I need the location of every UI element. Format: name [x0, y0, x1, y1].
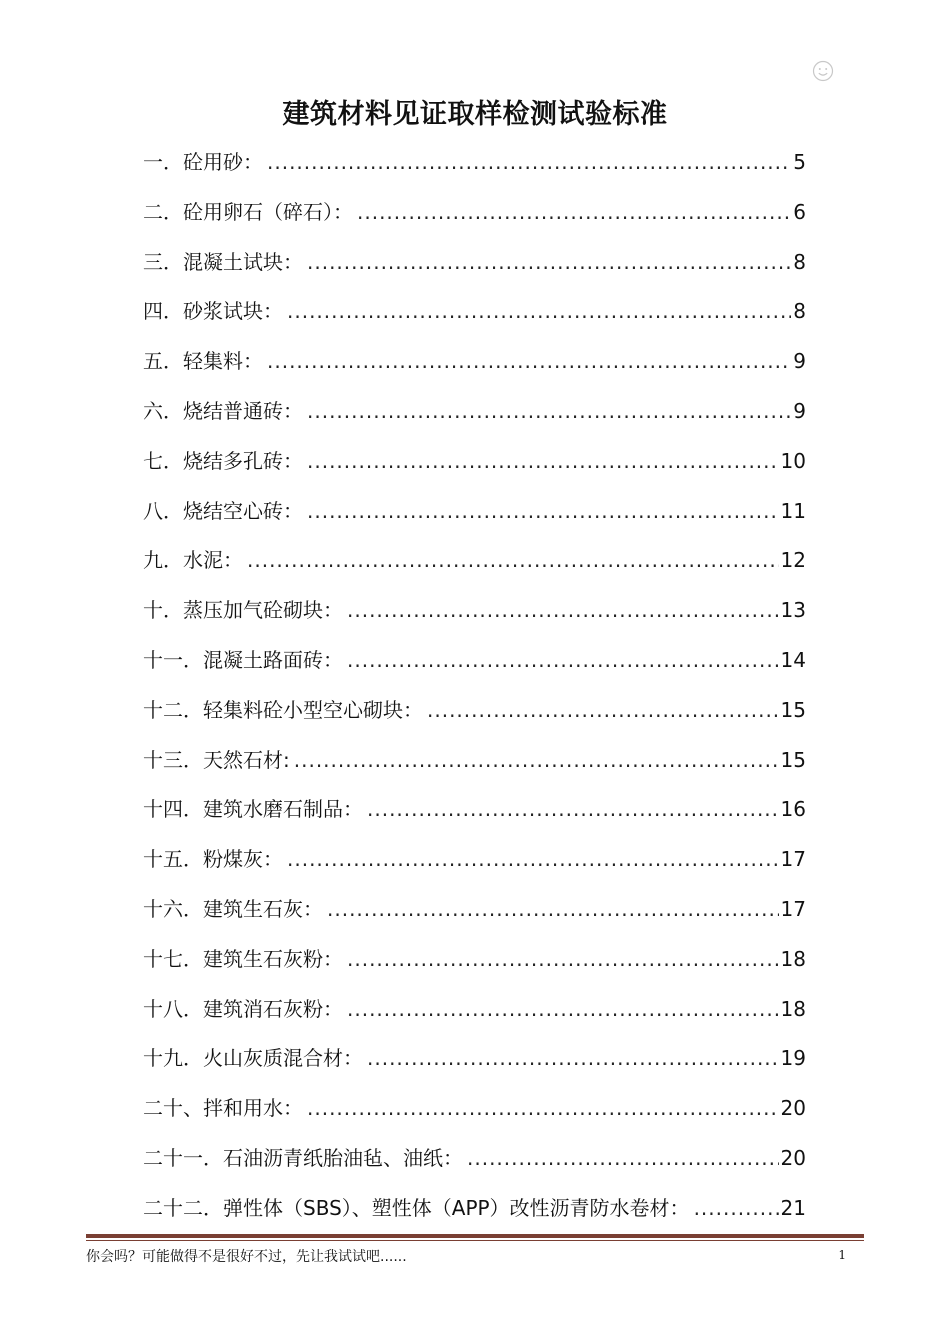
toc-entry-page: 20 [780, 1145, 806, 1170]
toc-entry-page: 15 [780, 747, 806, 772]
toc-dot-leader [267, 341, 791, 381]
toc-entry[interactable] [143, 391, 806, 441]
toc-entry[interactable] [143, 491, 806, 541]
footer-rule [86, 1234, 864, 1238]
toc-entry-page: 11 [780, 498, 806, 523]
toc-entry[interactable] [143, 590, 806, 640]
toc-entry[interactable] [143, 839, 806, 889]
toc-dot-leader [357, 192, 791, 232]
toc-entry-label: 十七．建筑生石灰粉： [143, 946, 343, 971]
toc-entry[interactable] [143, 939, 806, 989]
toc-entry-label: 十三．天然石材: [143, 747, 290, 772]
toc-entry-page: 17 [780, 896, 806, 921]
toc-entry-page: 12 [780, 548, 806, 573]
toc-dot-leader [367, 789, 779, 829]
document-title: 建筑材料见证取样检测试验标准 [282, 99, 668, 130]
toc-entry-label: 十六．建筑生石灰： [143, 896, 323, 921]
toc-entry-label: 十四．建筑水磨石制品： [143, 797, 363, 822]
toc-entry-page: 6 [793, 199, 806, 224]
toc-entry[interactable] [143, 640, 806, 690]
toc-dot-leader [267, 142, 791, 182]
toc-dot-leader [307, 441, 779, 481]
toc-dot-leader [347, 939, 779, 979]
toc-entry-label: 四．砂浆试块： [143, 299, 283, 324]
footer-rule-thin [86, 1240, 864, 1241]
toc-entry[interactable] [143, 740, 806, 790]
toc-dot-leader [307, 242, 791, 282]
toc-dot-leader [427, 690, 779, 730]
toc-entry[interactable] [143, 291, 806, 341]
toc-entry-page: 19 [780, 1046, 806, 1071]
toc-entry[interactable] [143, 192, 806, 242]
toc-entry-page: 14 [780, 647, 806, 672]
toc-entry-page: 9 [793, 349, 806, 374]
toc-dot-leader [327, 889, 779, 929]
toc-entry-label: 二十一．石油沥青纸胎油毡、油纸： [143, 1145, 463, 1170]
toc-dot-leader [347, 989, 779, 1029]
toc-entry[interactable] [143, 242, 806, 292]
toc-entry-label: 八．烧结空心砖： [143, 498, 303, 523]
toc-entry[interactable] [143, 341, 806, 391]
toc-entry-label: 二十二．弹性体（SBS）、塑性体（APP）改性沥青防水卷材： [143, 1195, 690, 1220]
toc-entry[interactable] [143, 989, 806, 1039]
toc-entry[interactable] [143, 889, 806, 939]
toc-entry-page: 18 [780, 996, 806, 1021]
footer-text: 你会吗？可能做得不是很好不过，先让我试试吧...... [86, 1249, 407, 1265]
toc-entry-page: 21 [780, 1195, 806, 1220]
toc-dot-leader [347, 590, 779, 630]
toc-entry-label: 十八．建筑消石灰粉： [143, 996, 343, 1021]
toc-entry-label: 十二．轻集料砼小型空心砌块： [143, 697, 423, 722]
toc-dot-leader [307, 1088, 779, 1128]
toc-entry[interactable] [143, 1138, 806, 1188]
toc-entry-label: 九．水泥： [143, 548, 243, 573]
toc-dot-leader [287, 291, 791, 331]
toc-entry[interactable] [143, 1088, 806, 1138]
footer-page-number: 1 [838, 1248, 846, 1262]
toc-dot-leader [347, 640, 779, 680]
toc-dot-leader [307, 391, 791, 431]
toc-entry-page: 8 [793, 249, 806, 274]
toc-dot-leader [467, 1138, 779, 1178]
toc-entry-label: 十一．混凝土路面砖： [143, 647, 343, 672]
smiley-icon [812, 60, 834, 82]
toc-entry[interactable] [143, 1038, 806, 1088]
toc-entry[interactable] [143, 142, 806, 192]
toc-entry-page: 9 [793, 398, 806, 423]
toc-entry-page: 17 [780, 847, 806, 872]
toc-entry-page: 13 [780, 598, 806, 623]
toc-entry-label: 一．砼用砂： [143, 150, 263, 174]
toc-entry-page: 15 [780, 697, 806, 722]
toc-entry-label: 十九．火山灰质混合材： [143, 1046, 363, 1071]
toc-entry-page: 20 [780, 1096, 806, 1121]
toc-entry[interactable] [143, 540, 806, 590]
toc-dot-leader [307, 491, 779, 531]
toc-entry-label: 七．烧结多孔砖： [143, 448, 303, 473]
toc-dot-leader [294, 740, 779, 780]
toc-entry[interactable] [143, 789, 806, 839]
toc-entry-label: 二十、拌和用水： [143, 1096, 303, 1121]
toc-entry-label: 二．砼用卵石（碎石）： [143, 199, 353, 224]
toc-entry-label: 十五．粉煤灰： [143, 847, 283, 872]
toc-entry[interactable] [143, 690, 806, 740]
table-of-contents [143, 142, 806, 1238]
toc-entry[interactable] [143, 441, 806, 491]
toc-entry-page: 8 [793, 299, 806, 324]
toc-entry-label: 十．蒸压加气砼砌块： [143, 598, 343, 623]
toc-entry[interactable] [143, 1188, 806, 1238]
toc-dot-leader [367, 1038, 779, 1078]
toc-entry-page: 10 [780, 448, 806, 473]
toc-entry-page: 16 [780, 797, 806, 822]
toc-entry-label: 六．烧结普通砖： [143, 398, 303, 423]
toc-dot-leader [247, 540, 779, 580]
toc-entry-page: 18 [780, 946, 806, 971]
toc-entry-label: 三．混凝土试块： [143, 249, 303, 274]
toc-entry-label: 五．轻集料： [143, 349, 263, 374]
toc-entry-page: 5 [793, 150, 806, 174]
toc-dot-leader [287, 839, 779, 879]
toc-dot-leader [694, 1188, 779, 1228]
